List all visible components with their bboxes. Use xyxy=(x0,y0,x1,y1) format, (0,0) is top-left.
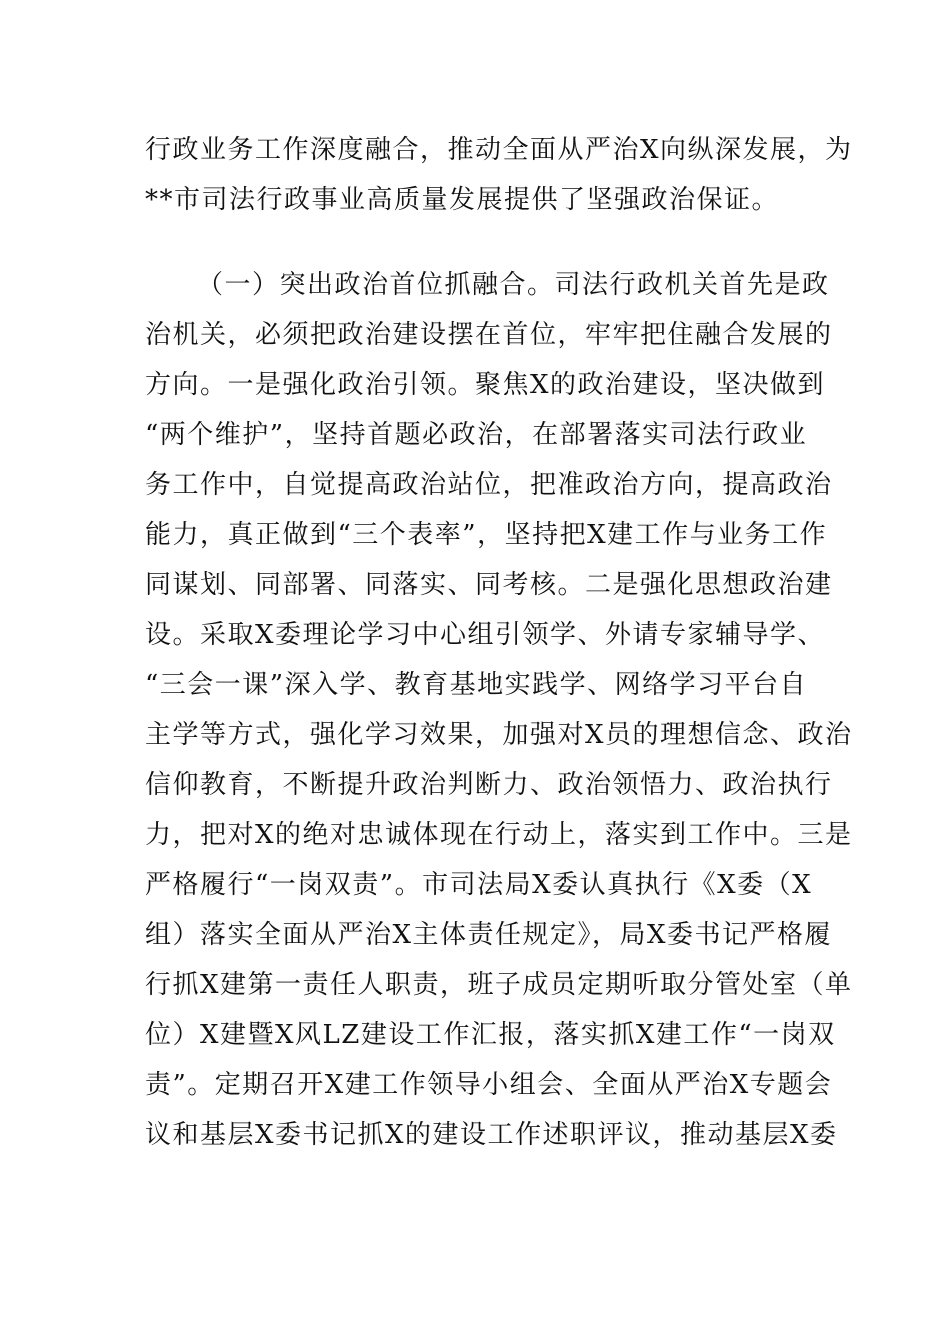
paragraph2-line-8: 设。采取X委理论学习中心组引领学、外请专家辅导学、 xyxy=(145,620,826,650)
paragraph2-line-16: 位）X建暨X风LZ建设工作汇报，落实抓X建工作“一岗双 xyxy=(145,1020,836,1050)
paragraph2-line-15: 行抓X建第一责任人职责，班子成员定期听取分管处室（单 xyxy=(145,970,853,1000)
paragraph1-line-2: **市司法行政事业高质量发展提供了坚强政治保证。 xyxy=(145,185,780,215)
paragraph2-line-12: 力，把对X的绝对忠诚体现在行动上，落实到工作中。三是 xyxy=(145,820,853,850)
paragraph2-line-9: “三会一课”深入学、教育基地实践学、网络学习平台自 xyxy=(145,670,808,700)
paragraph2-line-18: 议和基层X委书记抓X的建设工作述职评议，推动基层X委 xyxy=(145,1120,838,1150)
paragraph2-line-1: （一）突出政治首位抓融合。司法行政机关首先是政 xyxy=(197,270,830,300)
paragraph2-line-4: “两个维护”，坚持首题必政治，在部署落实司法行政业 xyxy=(145,420,808,450)
paragraph2-line-7: 同谋划、同部署、同落实、同考核。二是强化思想政治建 xyxy=(145,570,833,600)
paragraph2-line-17: 责”。定期召开X建工作领导小组会、全面从严治X专题会 xyxy=(145,1070,833,1100)
paragraph2-line-13: 严格履行“一岗双责”。市司法局X委认真执行《X委（X xyxy=(145,870,813,900)
paragraph1-line-1: 行政业务工作深度融合，推动全面从严治X向纵深发展，为 xyxy=(145,135,853,165)
paragraph2-line-5: 务工作中，自觉提高政治站位，把准政治方向，提高政治 xyxy=(145,470,833,500)
paragraph2-line-11: 信仰教育，不断提升政治判断力、政治领悟力、政治执行 xyxy=(145,770,833,800)
paragraph2-line-10: 主学等方式，强化学习效果，加强对X员的理想信念、政治 xyxy=(145,720,853,750)
paragraph2-line-3: 方向。一是强化政治引领。聚焦X的政治建设，坚决做到 xyxy=(145,370,826,400)
paragraph2-line-14: 组）落实全面从严治X主体责任规定》，局X委书记严格履 xyxy=(145,920,833,950)
paragraph2-line-2: 治机关，必须把政治建设摆在首位，牢牢把住融合发展的 xyxy=(145,320,833,350)
paragraph2-line-6: 能力，真正做到“三个表率”，坚持把X建工作与业务工作 xyxy=(145,520,828,550)
